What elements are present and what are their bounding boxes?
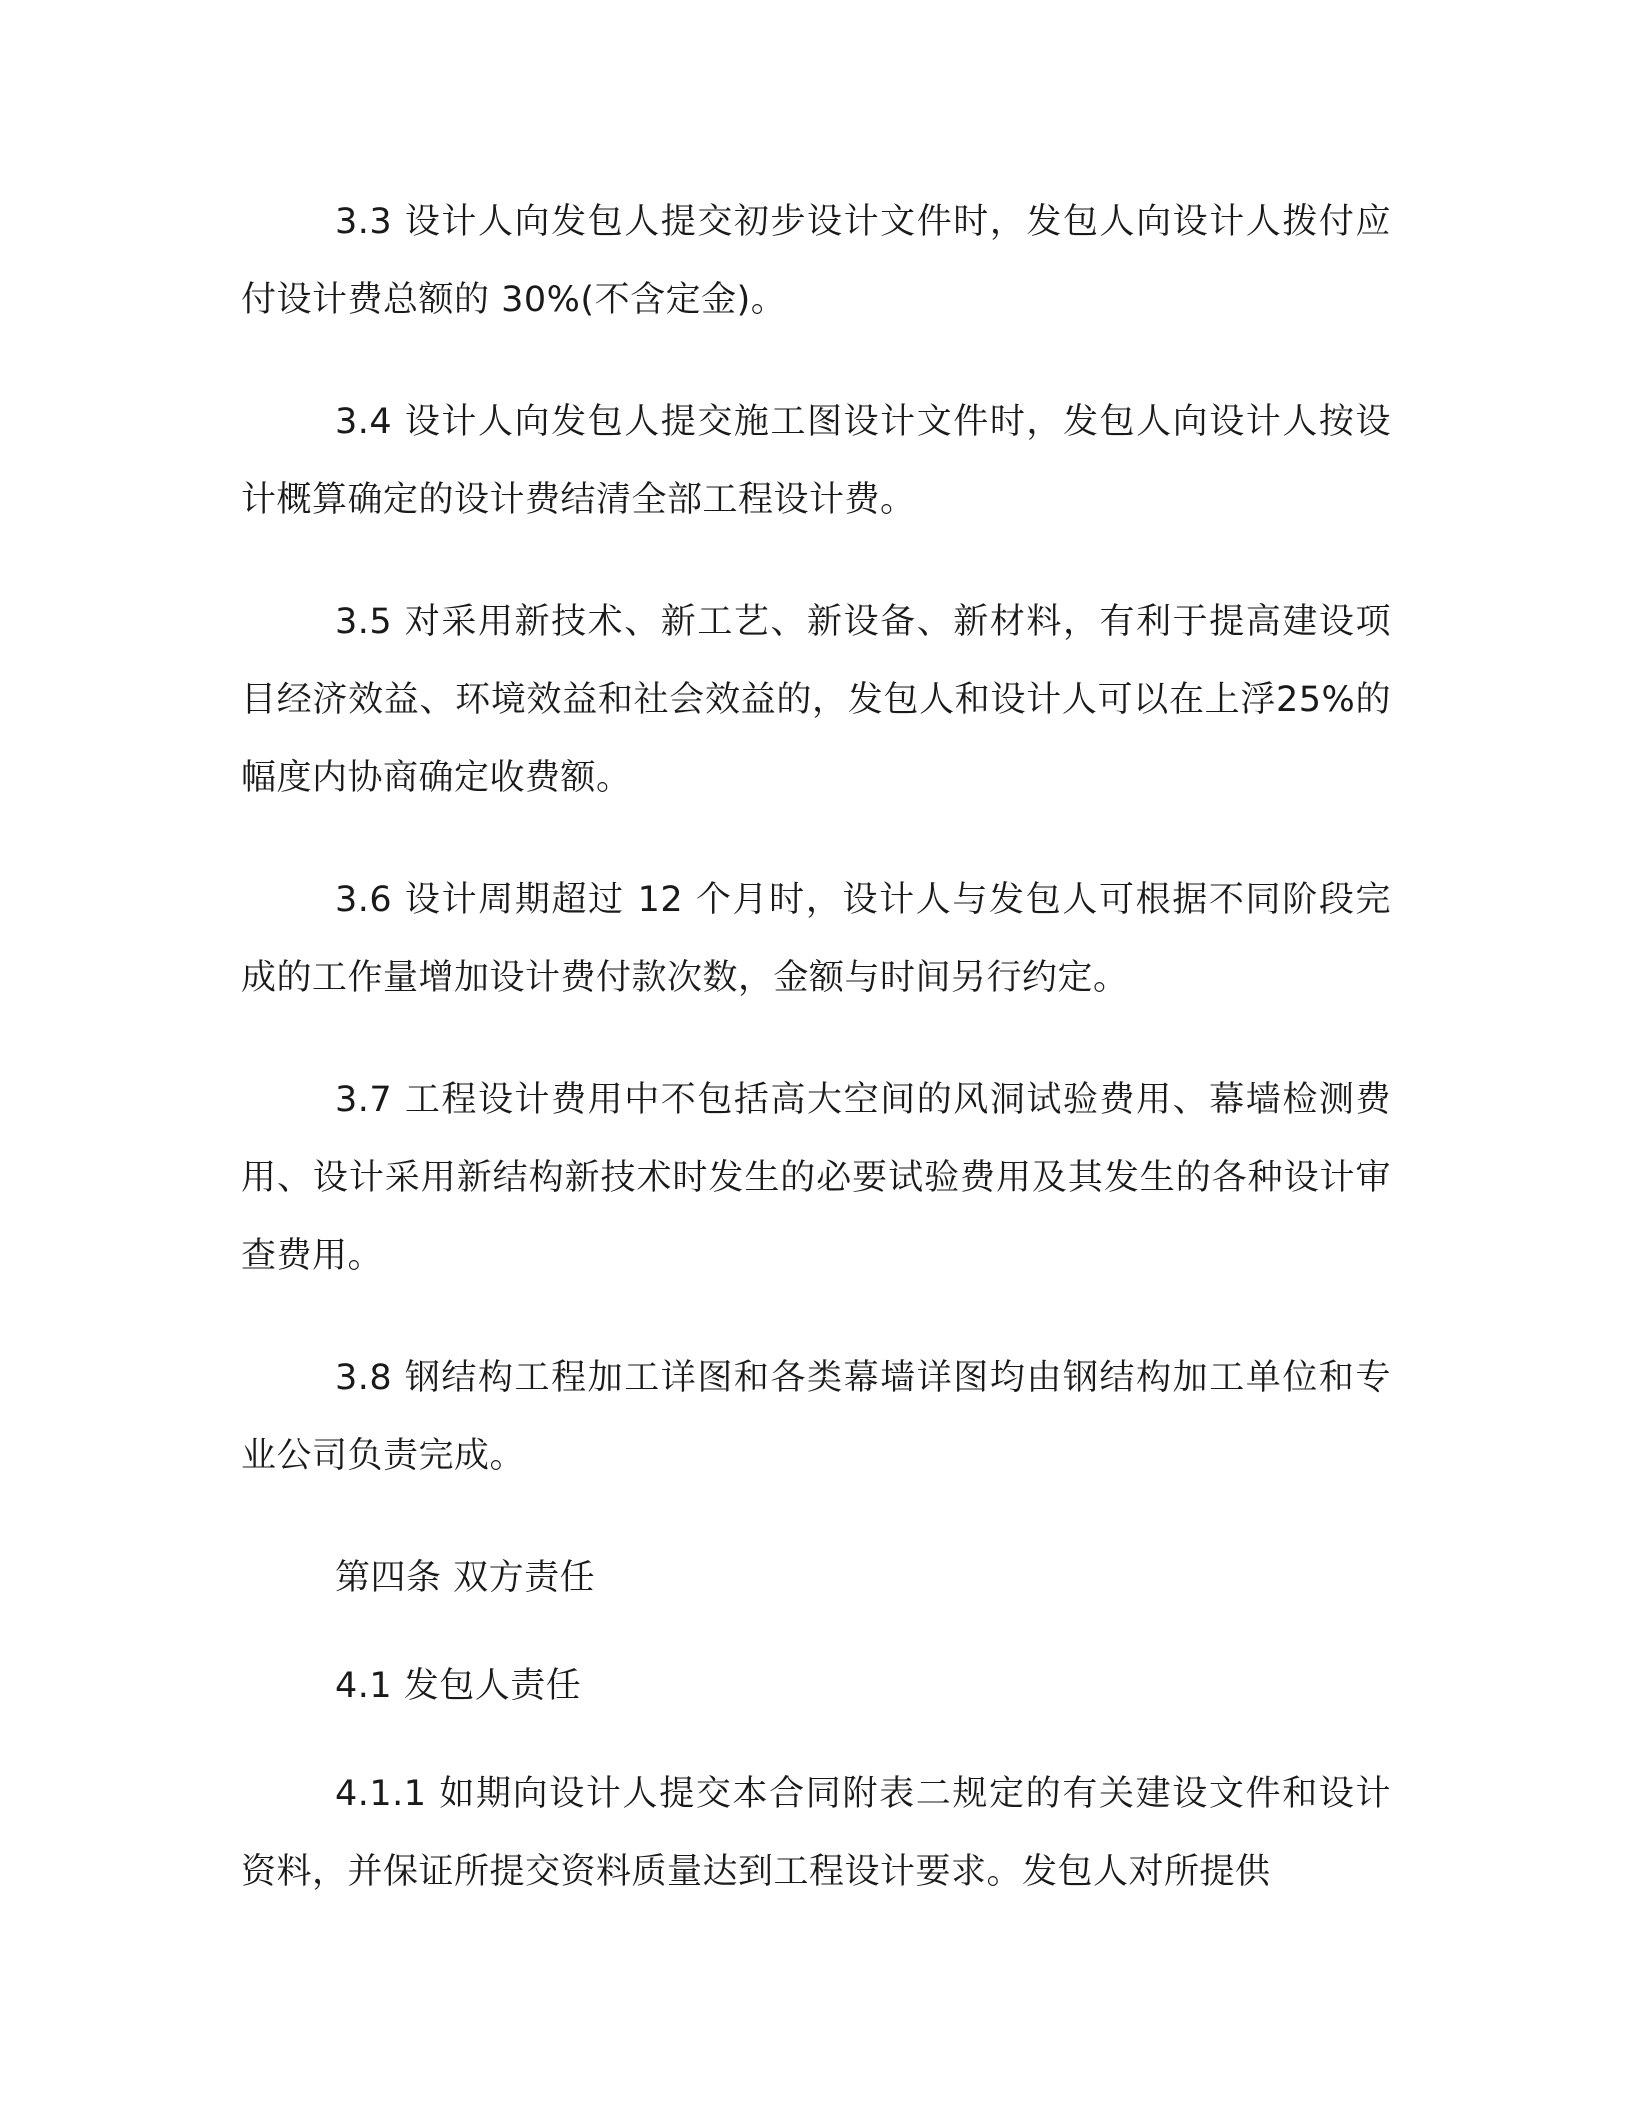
section-4-1-heading: 4.1 发包人责任	[335, 1666, 582, 1706]
clause-3-5: 3.5 对采用新技术、新工艺、新设备、新材料，有利于提高建设项目经济效益、环境效益和社会效益的，发包人和设计人可以在上浮25%的幅度内协商确定收费额。	[241, 602, 1391, 798]
clause-3-4: 3.4 设计人向发包人提交施工图设计文件时，发包人向设计人按设计概算确定的设计费结清全部工程设计费。	[241, 402, 1391, 520]
article-4-heading: 第四条 双方责任	[335, 1558, 596, 1598]
document-body	[241, 183, 1391, 1955]
clause-3-8: 3.8 钢结构工程加工详图和各类幕墙详图均由钢结构加工单位和专业公司负责完成。	[241, 1358, 1391, 1476]
clause-3-6: 3.6 设计周期超过 12 个月时，设计人与发包人可根据不同阶段完成的工作量增加设计费付款次数，金额与时间另行约定。	[241, 880, 1391, 998]
clause-3-3: 3.3 设计人向发包人提交初步设计文件时，发包人向设计人拨付应付设计费总额的 30%(不含定金)。	[241, 202, 1391, 320]
clause-4-1-1: 4.1.1 如期向设计人提交本合同附表二规定的有关建设文件和设计资料，并保证所提交资料质量达到工程设计要求。发包人对所提供	[241, 1774, 1391, 1892]
clause-3-7: 3.7 工程设计费用中不包括高大空间的风洞试验费用、幕墙检测费用、设计采用新结构新技术时发生的必要试验费用及其发生的各种设计审查费用。	[241, 1080, 1391, 1276]
